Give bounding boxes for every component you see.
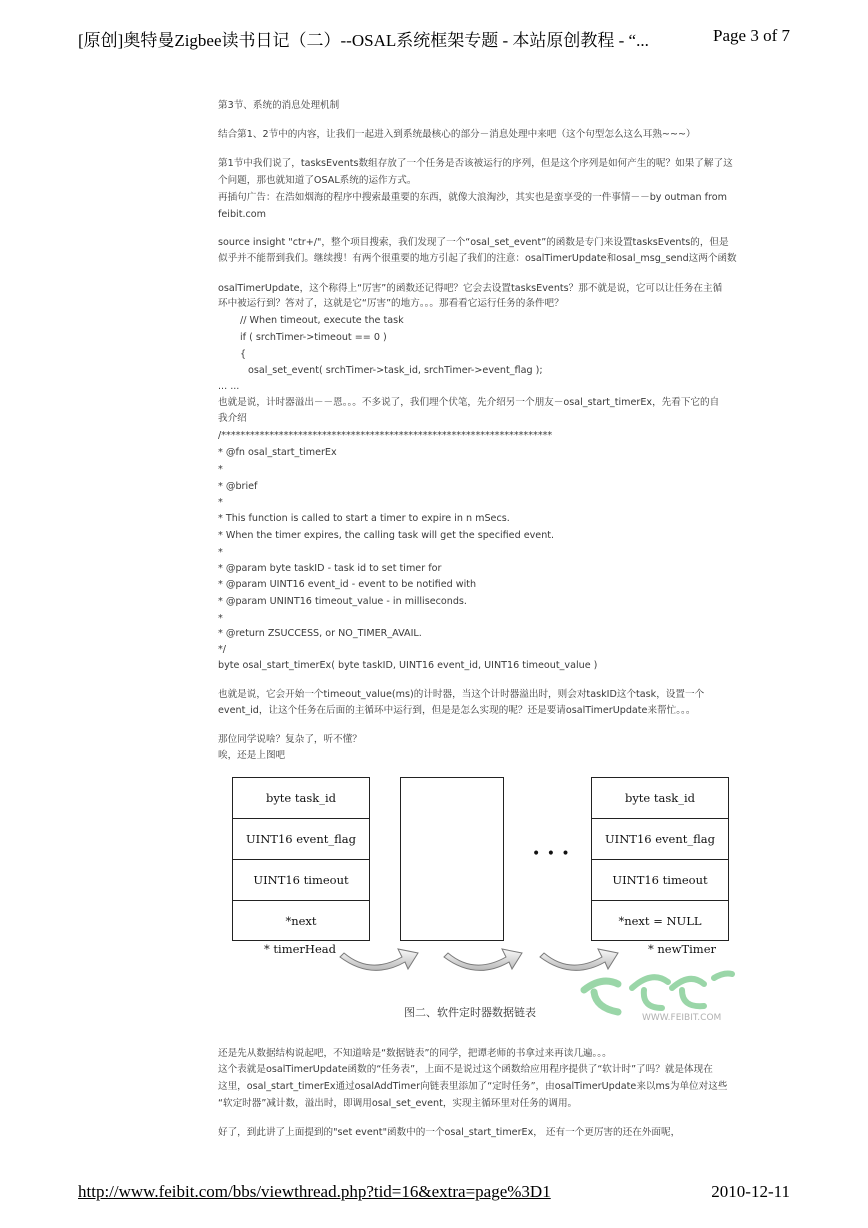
field-next: *next [233,900,369,940]
figure-caption: 图二、软件定时器数据链表 [404,1006,536,1019]
text-line: 似乎并不能帮到我们。继续搜！有两个很重要的地方引起了我们的注意：osalTimerUpdate和osal_msg_send这两个函数 [218,253,737,264]
field-event-flag: UINT16 event_flag [592,818,728,859]
code-line: { [240,349,247,360]
field-next-null: *next = NULL [592,900,728,940]
text-line: 结合第1、2节中的内容，让我们一起进入到系统最核心的部分－消息处理中来吧（这个句型怎么这么耳熟~~~） [218,129,696,140]
code-line: * This function is called to start a timer to expire in n mSecs. [218,513,510,524]
text-line: 唉，还是上图吧 [218,750,286,761]
field-timeout: UINT16 timeout [592,859,728,900]
code-line: * [218,613,223,624]
code-line: * [218,464,223,475]
text-line: 那位同学说啥？复杂了，听不懂？ [218,734,362,745]
text-line: 环中被运行到？答对了，这就是它“厉害”的地方。。。那看看它运行任务的条件吧？ [218,298,564,309]
field-event-flag: UINT16 event_flag [233,818,369,859]
code-line: * @return ZSUCCESS, or NO_TIMER_AVAIL. [218,628,422,639]
code-line: * @fn osal_start_timerEx [218,447,337,458]
text-line: 第1节中我们说了，tasksEvents数组存放了一个任务是否该被运行的序列，但是这个序列是如何产生的呢？如果了解了这 [218,158,733,169]
print-date: 2010-12-11 [711,1182,790,1201]
text-line: feibit.com [218,209,267,220]
text-line: 也就是说，它会开始一个timeout_value(ms)的计时器，当这个计时器溢出时，则会对taskID这个task，设置一个 [218,689,705,700]
watermark-text: WWW.FEIBIT.COM [642,1013,722,1023]
text-line: 也就是说，计时器溢出－－恩。。。不多说了，我们埋个伏笔，先介绍另一个朋友－osal_start_timerEx，先看下它的自 [218,397,720,408]
new-timer-label: * newTimer [648,942,717,956]
text-line: 我介绍 [218,413,247,424]
document-title: [原创]奥特曼Zigbee读书日记（二）--OSAL系统框架专题 - 本站原创教程 - “... [78,31,649,50]
code-line: */ [218,644,227,655]
code-line: byte osal_start_timerEx( byte taskID, UINT16 event_id, UINT16 timeout_value ) [218,660,598,671]
ellipsis-dots: • • • [532,846,571,862]
field-timeout: UINT16 timeout [233,859,369,900]
text-line: osalTimerUpdate，这个称得上“厉害”的函数还记得吧？它会去设置tasksEvents？那不就是说，它可以让任务在主循 [218,283,723,294]
timer-head-label: * timerHead [264,942,336,956]
text-line: source insight "ctr+/"，整个项目搜索，我们发现了一个“osal_set_event”的函数是专门来设置tasksEvents的，但是 [218,237,729,248]
code-line: ... ... [218,381,240,392]
text-line: event_id，让这个任务在后面的主循环中运行到，但是是怎么实现的呢？还是要请osalTimerUpdate来帮忙。。。 [218,705,696,716]
code-line: // When timeout, execute the task [240,315,404,326]
code-line: osal_set_event( srchTimer->task_id, srchTimer->event_flag ); [248,365,543,376]
field-task-id: byte task_id [265,791,337,805]
code-line: * [218,497,223,508]
code-line: * @param UNINT16 timeout_value - in milliseconds. [218,596,467,607]
timer-head-node [232,777,370,941]
new-timer-node [591,777,729,941]
field-task-id: byte task_id [624,791,696,805]
middle-node [400,777,504,941]
code-line: /********************************************************************* [218,430,553,441]
code-line: * @brief [218,481,258,492]
text-line: “软定时器”减计数，溢出时，即调用osal_set_event，实现主循环里对任务的调用。 [218,1098,578,1109]
text-line: 好了，到此讲了上面提到的"set event"函数中的一个osal_start_timerEx， 还有一个更厉害的还在外面呢， [218,1127,681,1138]
code-line: * [218,547,223,558]
text-line: 再插句广告：在浩如烟海的程序中搜索最重要的东西，就像大浪淘沙，其实也是蛮享受的一件事情－－by outman from [218,192,727,203]
code-line: * @param byte taskID - task id to set timer for [218,563,442,574]
page-header [78,26,790,50]
code-line: if ( srchTimer->timeout == 0 ) [240,332,387,343]
source-url-link[interactable]: http://www.feibit.com/bbs/viewthread.php?tid=16&extra=page%3D1 [78,1182,551,1201]
feibit-logo-watermark [572,962,742,1024]
section-heading: 第3节、系统的消息处理机制 [218,100,340,111]
code-line: * @param UINT16 event_id - event to be notified with [218,579,477,590]
arrow-1 [340,949,418,970]
text-line: 这个表就是osalTimerUpdate函数的“任务表”，上面不是说过这个函数给应用程序提供了“软计时”了吗？就是体现在 [218,1064,713,1075]
text-line: 还是先从数据结构说起吧，不知道啥是“数据链表”的同学，把谭老师的书拿过来再读几遍。。。 [218,1048,612,1059]
page-number: Page 3 of 7 [713,26,790,45]
page-footer [78,1182,790,1206]
text-line: 这里，osal_start_timerEx通过osalAddTimer向链表里添加了“定时任务”，由osalTimerUpdate来以ms为单位对这些 [218,1081,728,1092]
arrow-2 [444,949,522,970]
text-line: 个问题，那也就知道了OSAL系统的运作方式。 [218,175,417,186]
code-line: * When the timer expires, the calling task will get the specified event. [218,530,555,541]
